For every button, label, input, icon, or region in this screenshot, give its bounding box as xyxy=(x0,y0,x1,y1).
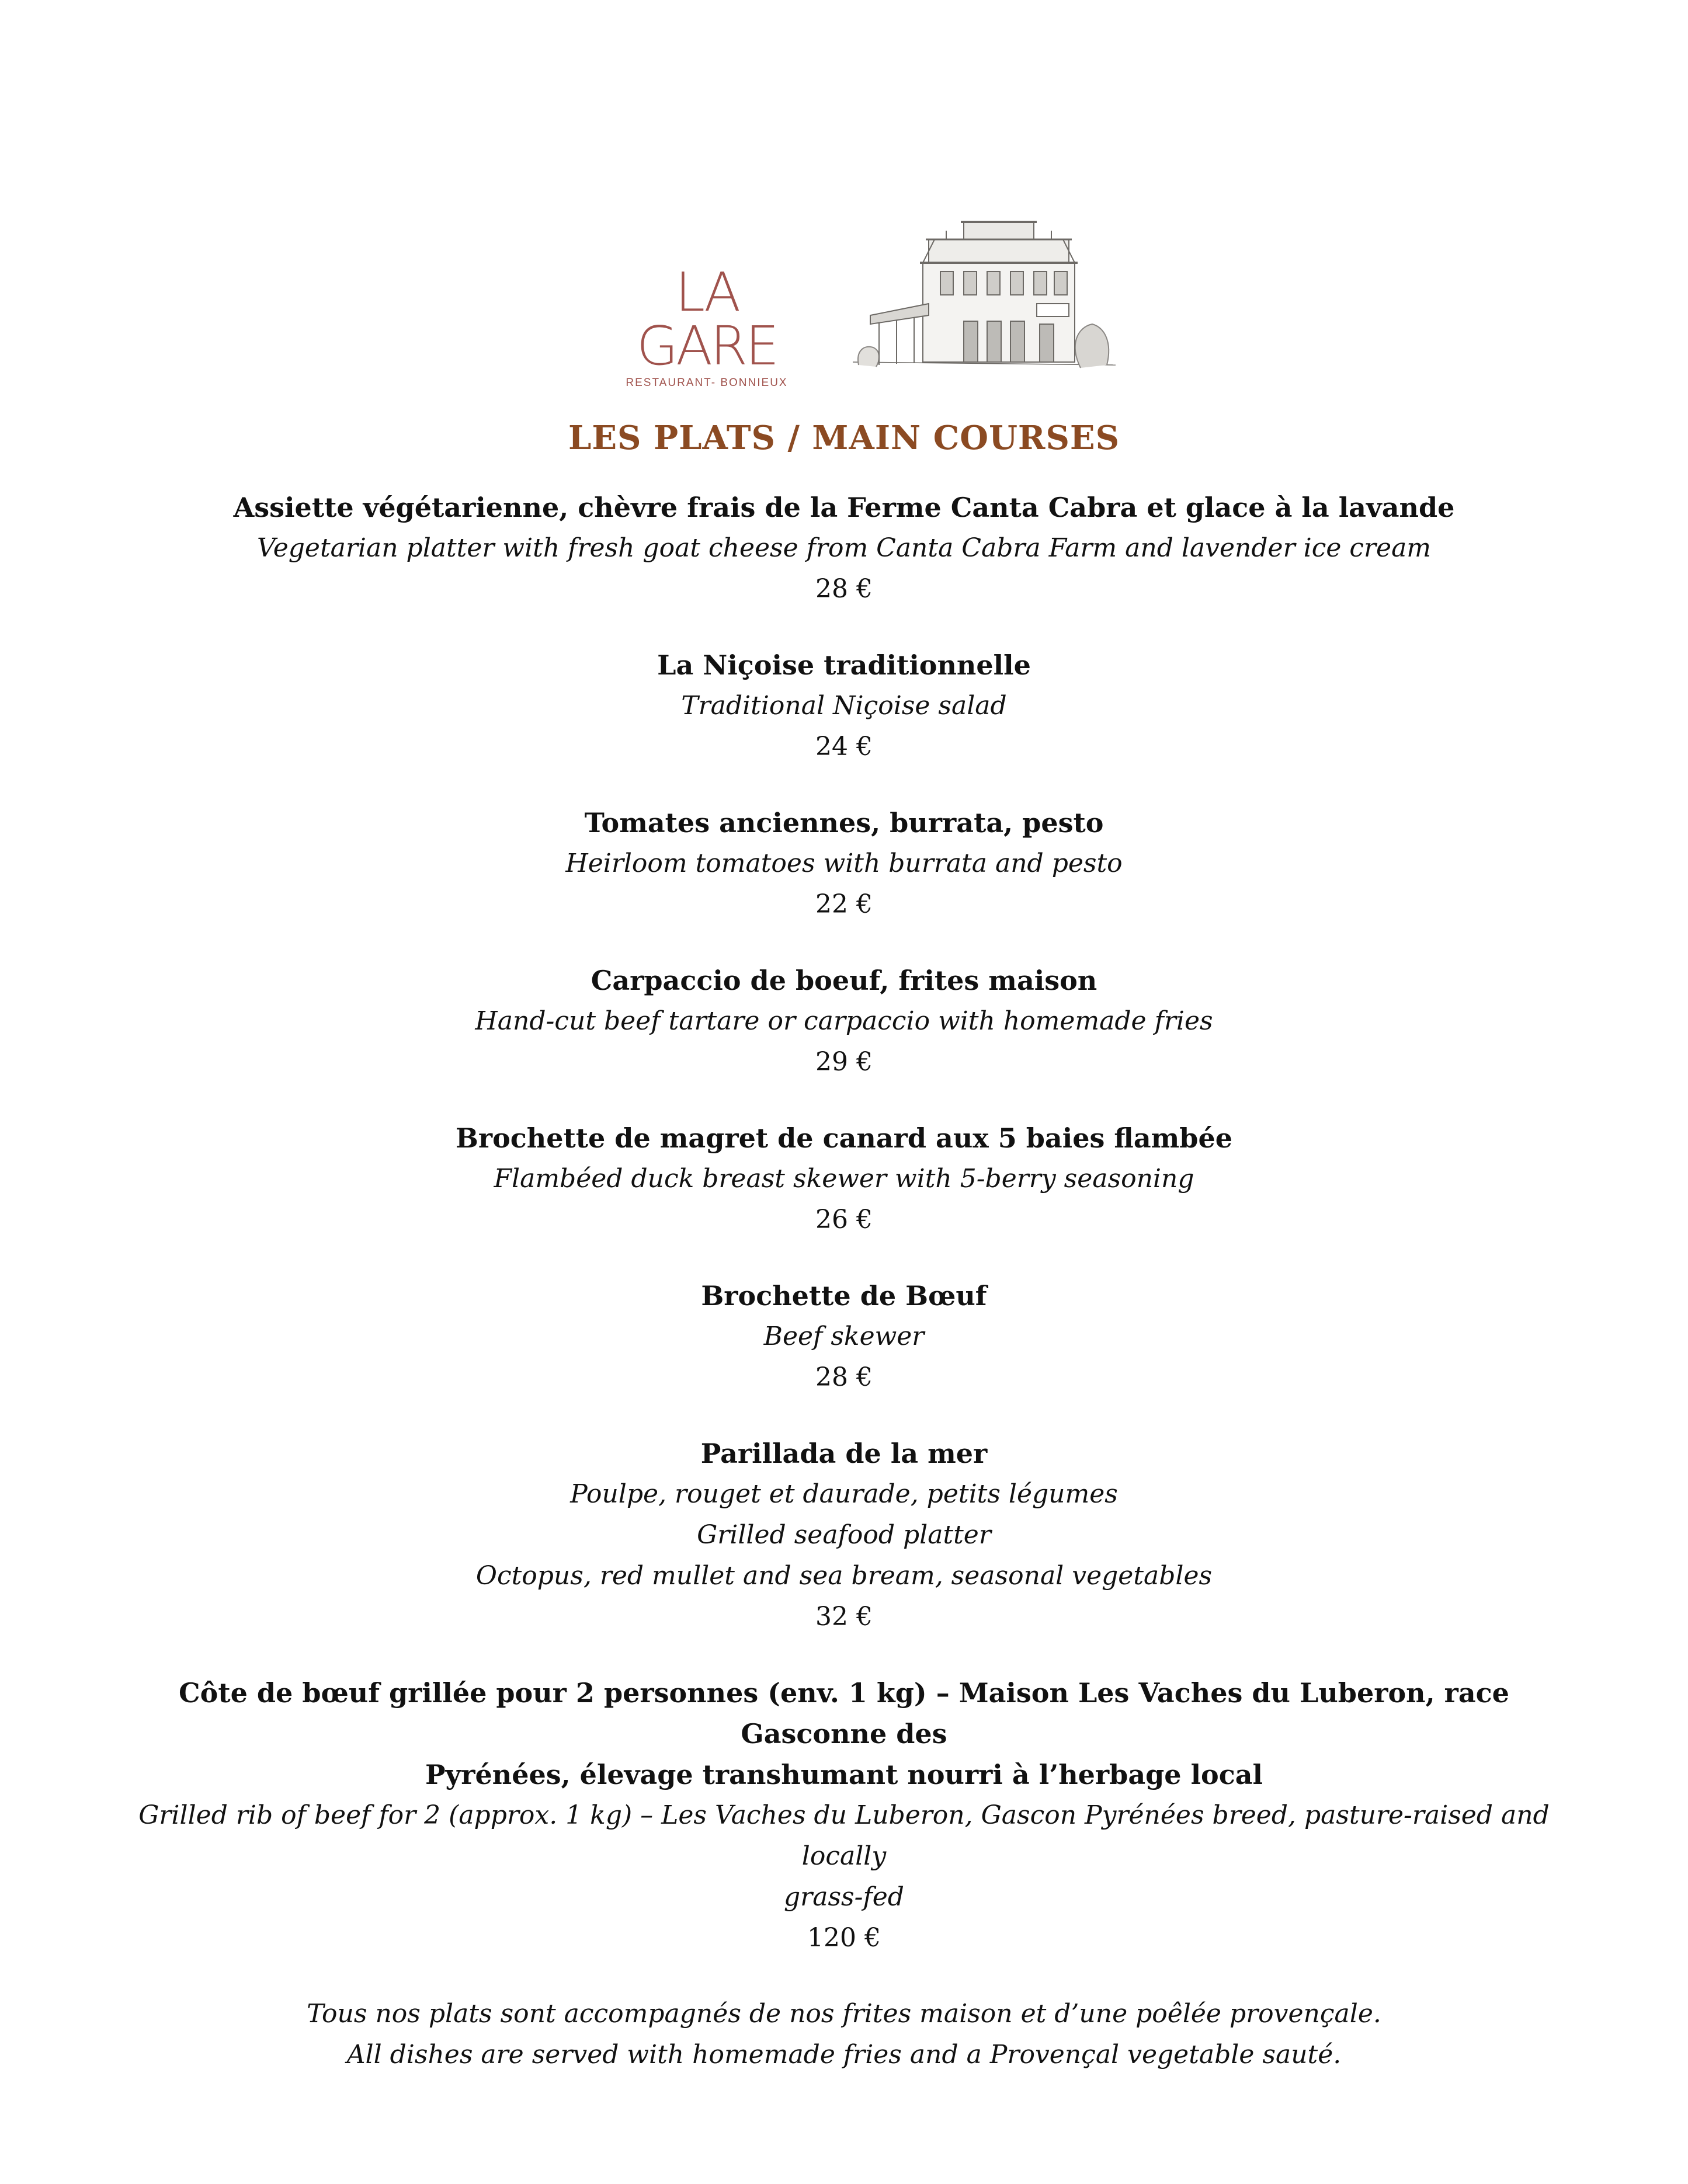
dish-price: 24 € xyxy=(815,732,873,761)
restaurant-logo xyxy=(619,261,794,389)
dish-item xyxy=(105,1118,1583,1240)
menu-content xyxy=(105,415,1583,2075)
dish-price: 32 € xyxy=(815,1602,873,1632)
dish-item xyxy=(105,645,1583,767)
dish-name: Tomates anciennes, burrata, pesto xyxy=(584,807,1104,839)
dish-price: 26 € xyxy=(815,1205,873,1234)
dish-description: grass-fed xyxy=(784,1882,904,1912)
dish-price: 28 € xyxy=(815,574,873,604)
dish-description: Beef skewer xyxy=(763,1321,925,1351)
dish-description: Poulpe, rouget et daurade, petits légumes xyxy=(570,1479,1118,1509)
dish-item xyxy=(105,1433,1583,1637)
train-station-illustration xyxy=(847,199,1121,385)
dish-price: 28 € xyxy=(815,1362,873,1392)
footer-note-fr: Tous nos plats sont accompagnés de nos frites maison et d’une poêlée provençale. xyxy=(307,1999,1381,2029)
dish-price: 22 € xyxy=(815,889,873,919)
dish-item xyxy=(105,1275,1583,1398)
dish-name: Carpaccio de boeuf, frites maison xyxy=(591,965,1097,996)
dish-name: Assiette végétarienne, chèvre frais de la Ferme Canta Cabra et glace à la lavande xyxy=(233,492,1455,523)
dish-name: Parillada de la mer xyxy=(700,1438,988,1469)
dish-name: Pyrénées, élevage transhumant nourri à l’herbage local xyxy=(425,1759,1263,1790)
dish-description: Grilled seafood platter xyxy=(697,1520,991,1550)
logo-subtitle: RESTAURANT- BONNIEUX xyxy=(626,377,788,389)
dish-description: Heirloom tomatoes with burrata and pesto xyxy=(565,848,1123,878)
dish-description: Hand-cut beef tartare or carpaccio with homemade fries xyxy=(475,1006,1213,1036)
dish-name: Brochette de Bœuf xyxy=(701,1280,987,1312)
dish-name: Côte de bœuf grillée pour 2 personnes (env. 1 kg) – Maison Les Vaches du Luberon, race Gasconne des xyxy=(179,1677,1509,1750)
dish-item xyxy=(105,1672,1583,1959)
menu-footer xyxy=(105,1994,1583,2075)
dish-price: 120 € xyxy=(807,1923,881,1953)
dish-item xyxy=(105,960,1583,1083)
logo-name: LA GARE xyxy=(636,261,777,377)
section-title: LES PLATS / MAIN COURSES xyxy=(568,419,1120,457)
dish-description: Traditional Niçoise salad xyxy=(681,691,1007,721)
dish-description: Vegetarian platter with fresh goat cheese from Canta Cabra Farm and lavender ice cream xyxy=(256,533,1432,563)
dish-item xyxy=(105,802,1583,925)
dish-description: Grilled rib of beef for 2 (approx. 1 kg) – Les Vaches du Luberon, Gascon Pyrénées breed, pasture-raised and locally xyxy=(138,1800,1550,1871)
footer-note-en: All dishes are served with homemade fries and a Provençal vegetable sauté. xyxy=(346,2040,1342,2070)
dish-description: Flambéed duck breast skewer with 5-berry seasoning xyxy=(494,1164,1194,1194)
dish-name: Brochette de magret de canard aux 5 baies flambée xyxy=(455,1122,1233,1154)
dish-name: La Niçoise traditionnelle xyxy=(657,649,1031,681)
dish-item xyxy=(105,487,1583,610)
dish-description: Octopus, red mullet and sea bream, seasonal vegetables xyxy=(475,1561,1213,1591)
dish-price: 29 € xyxy=(815,1047,873,1077)
